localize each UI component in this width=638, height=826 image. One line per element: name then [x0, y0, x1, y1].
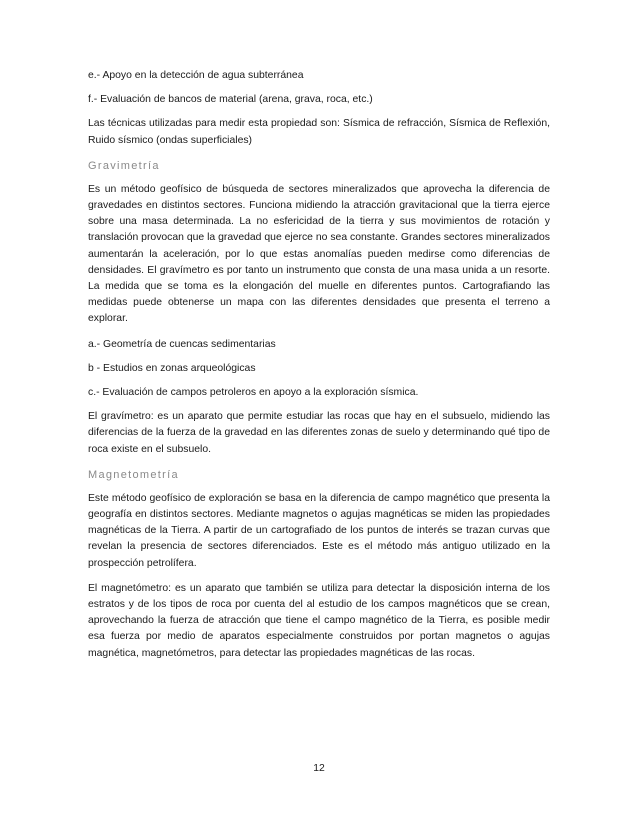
magnetometria-heading: Magnetometría: [88, 468, 179, 481]
document-page: [88, 68, 550, 662]
gravimetria-intro-paragraph: Es un método geofísico de búsqueda de sectores mineralizados que aprovecha la diferencia de gravedades en distintos sectores. Funciona midiendo la atracción gravitacional que la tierra ejerce sobre una masa determinada. La no esfericidad de la tierra y sus movimientos de rotación y translación provocan que la gravedad que ejerce no sea constante. Grandes sectores mineralizados aumentarán la aceleración, por lo que estas anomalías pueden medirse como diferencias de densidades. El gravímetro es por tanto un instrumento que consta de una masa unida a un resorte. La medida que se toma es la elongación del muelle en diferentes puntos. Cartografiando las medidas puede obtenerse un mapa con las diferentes densidades que presenta el terreno a explorar.: [88, 183, 550, 325]
magnetometro-paragraph: El magnetómetro: es un aparato que también se utiliza para detectar la disposición interna de los estratos y de los tipos de roca por cuenta del al estudio de los campos magnéticos que se crean, aprovechando la fuerza de atracción que tiene el campo magnético de la Tierra, es posible medir esa fuerza por medio de aparatos especialmente construidos por portan magnetos o agujas magnética, magnetómetros, para detectar las propiedades magnéticas de las rocas.: [88, 582, 550, 659]
list-item-e: e.- Apoyo en la detección de agua subterránea: [88, 70, 304, 81]
tecnicas-paragraph: Las técnicas utilizadas para medir esta propiedad son: Sísmica de refracción, Sísmica de Reflexión, Ruido sísmico (ondas superficiales): [88, 118, 550, 146]
magnetometria-intro-paragraph: Este método geofísico de exploración se basa en la diferencia de campo magnético que presenta la geografía en distintos sectores. Mediante magnetos o agujas magnéticas se miden las propiedades magnéticas de la Tierra. A partir de un cartografiado de los puntos de interés se trazan curvas que revelan la presencia de sectores diferenciados. Este es el método más antiguo utilizado en la prospección petrolífera.: [88, 492, 550, 569]
list-item-a: a.- Geometría de cuencas sedimentarias: [88, 338, 276, 350]
gravimetro-paragraph: El gravímetro: es un aparato que permite estudiar las rocas que hay en el subsuelo, midiendo las diferencias de la fuerza de la gravedad en las diferentes zonas de suelo y determinando qué tipo de roca existe en el subsuelo.: [88, 411, 550, 455]
page-number: 12: [313, 763, 325, 774]
list-item-b: b - Estudios en zonas arqueológicas: [88, 362, 256, 374]
gravimetria-heading: Gravimetría: [88, 159, 160, 172]
list-item-c: c.- Evaluación de campos petroleros en apoyo a la exploración sísmica.: [88, 387, 419, 399]
list-item-f: f.- Evaluación de bancos de material (arena, grava, roca, etc.): [88, 94, 373, 106]
